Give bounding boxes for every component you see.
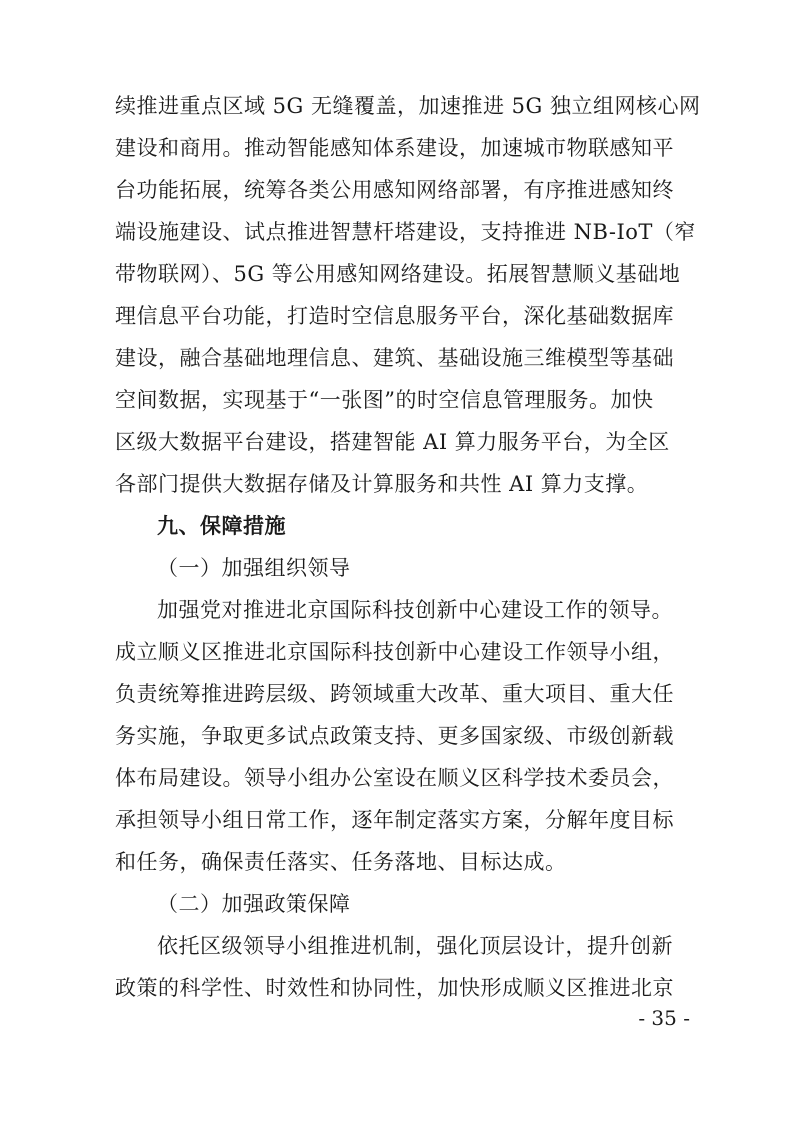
paragraph-line: 政策的科学性、时效性和协同性，加快形成顺义区推进北京 [115, 976, 674, 1000]
paragraph-line: 建设，融合基础地理信息、建筑、基础设施三维模型等基础 [115, 346, 674, 370]
paragraph-line: 续推进重点区域 5G 无缝覆盖，加速推进 5G 独立组网核心网 [115, 94, 701, 118]
paragraph-line: 带物联网）、5G 等公用感知网络建设。拓展智慧顺义基础地 [115, 262, 681, 286]
paragraph-line: 依托区级领导小组推进机制，强化顶层设计，提升创新 [157, 934, 673, 958]
paragraph-line: 各部门提供大数据存储及计算服务和共性 AI 算力支撑。 [115, 472, 649, 496]
paragraph-line: 体布局建设。领导小组办公室设在顺义区科学技术委员会， [115, 766, 674, 790]
paragraph-line: 负责统筹推进跨层级、跨领域重大改革、重大项目、重大任 [115, 682, 674, 706]
paragraph-line: 端设施建设、试点推进智慧杆塔建设，支持推进 NB-IoT（窄 [115, 220, 696, 244]
body-text [115, 85, 701, 1009]
subsection-title-2: （二）加强政策保障 [157, 892, 351, 916]
paragraph-line: 空间数据，实现基于“一张图”的时空信息管理服务。加快 [115, 388, 654, 412]
paragraph-line: 加强党对推进北京国际科技创新中心建设工作的领导。 [157, 598, 673, 622]
paragraph-line: 建设和商用。推动智能感知体系建设，加速城市物联感知平 [115, 136, 674, 160]
paragraph-line: 务实施，争取更多试点政策支持、更多国家级、市级创新载 [115, 724, 674, 748]
page-number: - 35 - [638, 1006, 690, 1030]
paragraph-line: 台功能拓展，统筹各类公用感知网络部署，有序推进感知终 [115, 178, 674, 202]
paragraph-line: 成立顺义区推进北京国际科技创新中心建设工作领导小组， [115, 640, 674, 664]
paragraph-line: 承担领导小组日常工作，逐年制定落实方案，分解年度目标 [115, 808, 674, 832]
section-heading: 九、保障措施 [157, 514, 286, 538]
paragraph-line: 理信息平台功能，打造时空信息服务平台，深化基础数据库 [115, 304, 674, 328]
paragraph-line: 和任务，确保责任落实、任务落地、目标达成。 [115, 850, 567, 874]
paragraph-line: 区级大数据平台建设，搭建智能 AI 算力服务平台，为全区 [115, 430, 670, 454]
subsection-title-1: （一）加强组织领导 [157, 556, 351, 580]
